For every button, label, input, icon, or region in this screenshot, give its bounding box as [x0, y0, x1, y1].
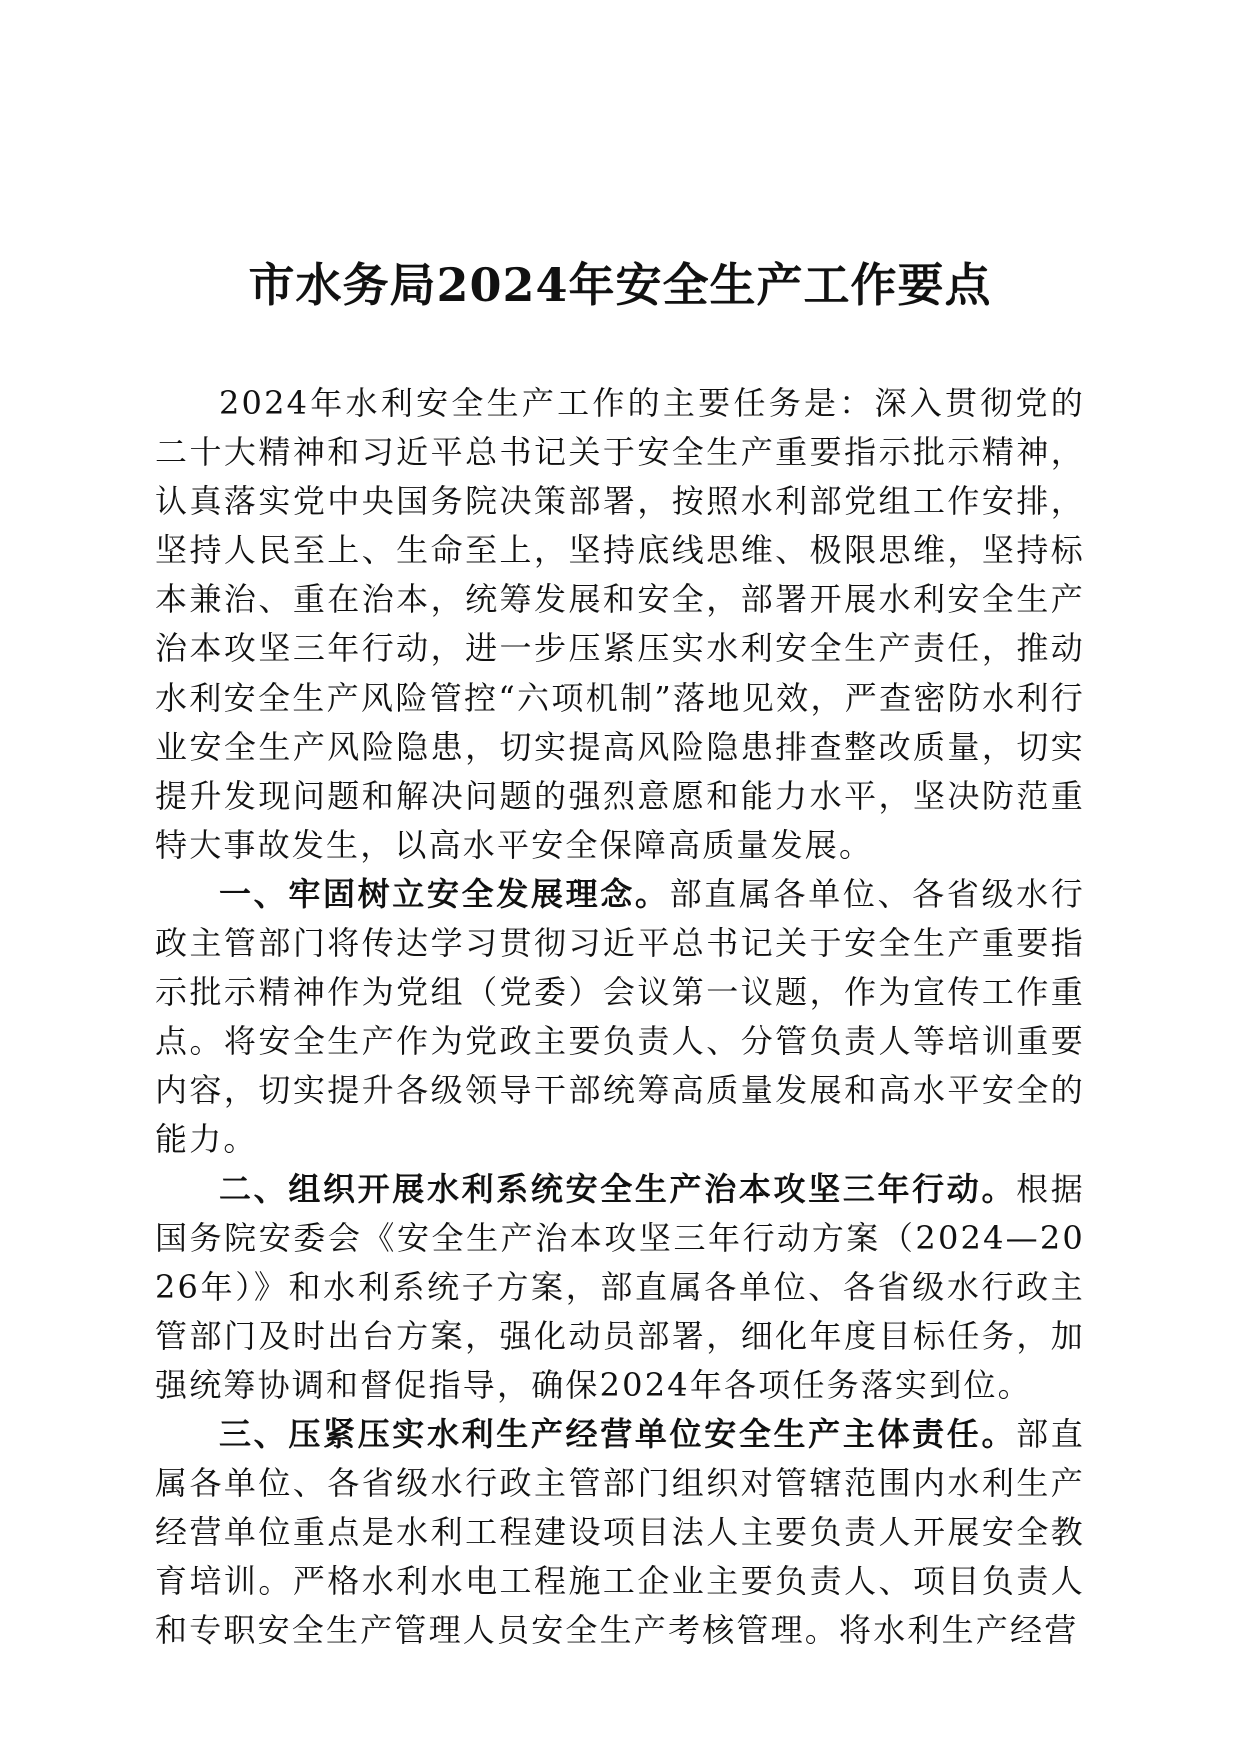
section-3-text: 部直属各单位、各省级水行政主管部门组织对管辖范围内水利生产经营单位重点是水利工程建设项目法人主要负责人开展安全教育培训。严格水利水电工程施工企业主要负责人、项目负责人和专职安全生产管理人员安全生产考核管理。将水利生产经营 [155, 1414, 1085, 1650]
section-2-text: 根据国务院安委会《安全生产治本攻坚三年行动方案（2024—2026年）》和水利系统子方案，部直属各单位、各省级水行政主管部门及时出台方案，强化动员部署，细化年度目标任务，加强统筹协调和督促指导，确保2024年各项任务落实到位。 [155, 1169, 1085, 1404]
section-2-paragraph [155, 1165, 1085, 1410]
intro-text: 2024年水利安全生产工作的主要任务是：深入贯彻党的二十大精神和习近平总书记关于安全生产重要指示批示精神，认真落实党中央国务院决策部署，按照水利部党组工作安排，坚持人民至上、生命至上，坚持底线思维、极限思维，坚持标本兼治、重在治本，统筹发展和安全，部署开展水利安全生产治本攻坚三年行动，进一步压紧压实水利安全生产责任，推动水利安全生产风险管控“六项机制”落地见效，严查密防水利行业安全生产风险隐患，切实提高风险隐患排查整改质量，切实提升发现问题和解决问题的强烈意愿和能力水平，坚决防范重特大事故发生，以高水平安全保障高质量发展。 [155, 384, 1085, 864]
section-3-heading: 三、压紧压实水利生产经营单位安全生产主体责任。 [219, 1414, 1017, 1453]
section-3-paragraph [155, 1410, 1085, 1655]
section-1-paragraph [155, 870, 1085, 1165]
document-title: 市水务局2024年安全生产工作要点 [248, 258, 992, 312]
section-2-heading: 二、组织开展水利系统安全生产治本攻坚三年行动。 [219, 1169, 1017, 1208]
section-1-heading: 一、牢固树立安全发展理念。 [219, 874, 670, 913]
intro-paragraph [155, 379, 1085, 870]
section-1-text: 部直属各单位、各省级水行政主管部门将传达学习贯彻习近平总书记关于安全生产重要指示批示精神作为党组（党委）会议第一议题，作为宣传工作重点。将安全生产作为党政主要负责人、分管负责人等培训重要内容，切实提升各级领导干部统筹高质量发展和高水平安全的能力。 [155, 874, 1085, 1159]
document-body [155, 379, 1085, 1655]
